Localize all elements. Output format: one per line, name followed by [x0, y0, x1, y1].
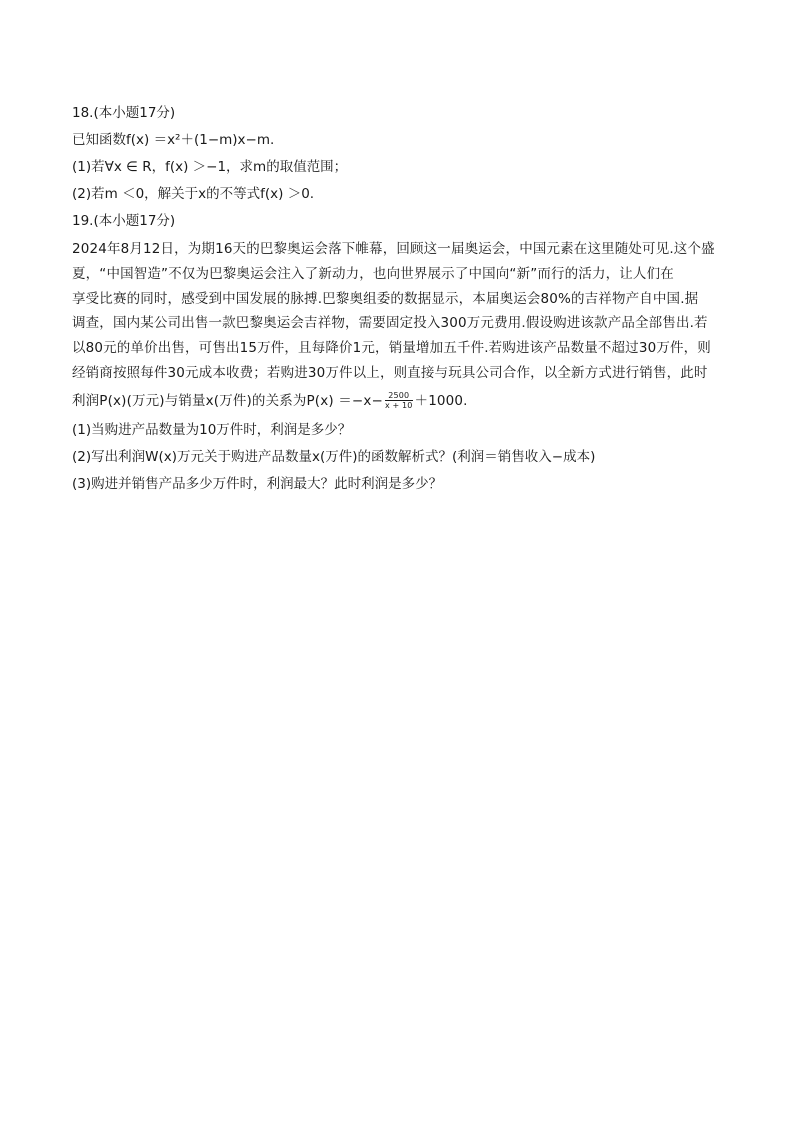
- q19-body-line-5: 以80元的单价出售，可售出15万件，且每降价1元，销量增加五千件.若购进该产品数量不超过30万件，则: [72, 340, 711, 357]
- q19-formula-line: [72, 386, 722, 416]
- q19-part3: (3)购进并销售产品多少万件时，利润最大？此时利润是多少？: [72, 475, 443, 492]
- q19-formula-prefix: 利润P(x)(万元)与销量x(万件)的关系为P(x) ＝−x−: [72, 392, 383, 409]
- q18-stem: 已知函数f(x) ＝x²＋(1−m)x−m.: [72, 132, 275, 148]
- q18-header: 18.(本小题17分): [72, 105, 176, 121]
- q18-part2: (2)若m ＜0，解关于x的不等式f(x) ＞0.: [72, 186, 315, 202]
- q19-fraction-denominator: x + 10: [384, 401, 413, 411]
- q19-formula-suffix: ＋1000.: [414, 392, 468, 409]
- q19-body-line-2: 夏，“中国智造”不仅为巴黎奥运会注入了新动力，也向世界展示了中国向“新”而行的活力，让人们在: [72, 265, 674, 282]
- q19-body-line-3: 享受比赛的同时，感受到中国发展的脉搏.巴黎奥组委的数据显示，本届奥运会80%的吉祥物产自中国.据: [72, 290, 699, 307]
- exam-page: [72, 102, 722, 500]
- q19-body-line-1: 2024年8月12日，为期16天的巴黎奥运会落下帷幕，回顾这一届奥运会，中国元素在这里随处可见.这个盛: [72, 241, 715, 257]
- q19-part1: (1)当购进产品数量为10万件时，利润是多少？: [72, 421, 352, 438]
- q19-body-line-6: 经销商按照每件30元成本收费；若购进30万件以上，则直接与玩具公司合作，以全新方式进行销售，此时: [72, 364, 708, 381]
- q19-fraction: [385, 391, 413, 410]
- q19-body-line-4: 调查，国内某公司出售一款巴黎奥运会吉祥物，需要固定投入300万元费用.假设购进该款产品全部售出.若: [72, 315, 708, 332]
- q19-fraction-numerator: 2500: [385, 391, 413, 401]
- q19-body: [72, 237, 722, 416]
- q19-header: 19.(本小题17分): [72, 213, 176, 229]
- q19-part2: (2)写出利润W(x)万元关于购进产品数量x(万件)的函数解析式？(利润＝销售收入−成本): [72, 448, 596, 465]
- q18-part1: (1)若∀x ∈ R，f(x) ＞−1，求m的取值范围；: [72, 159, 348, 175]
